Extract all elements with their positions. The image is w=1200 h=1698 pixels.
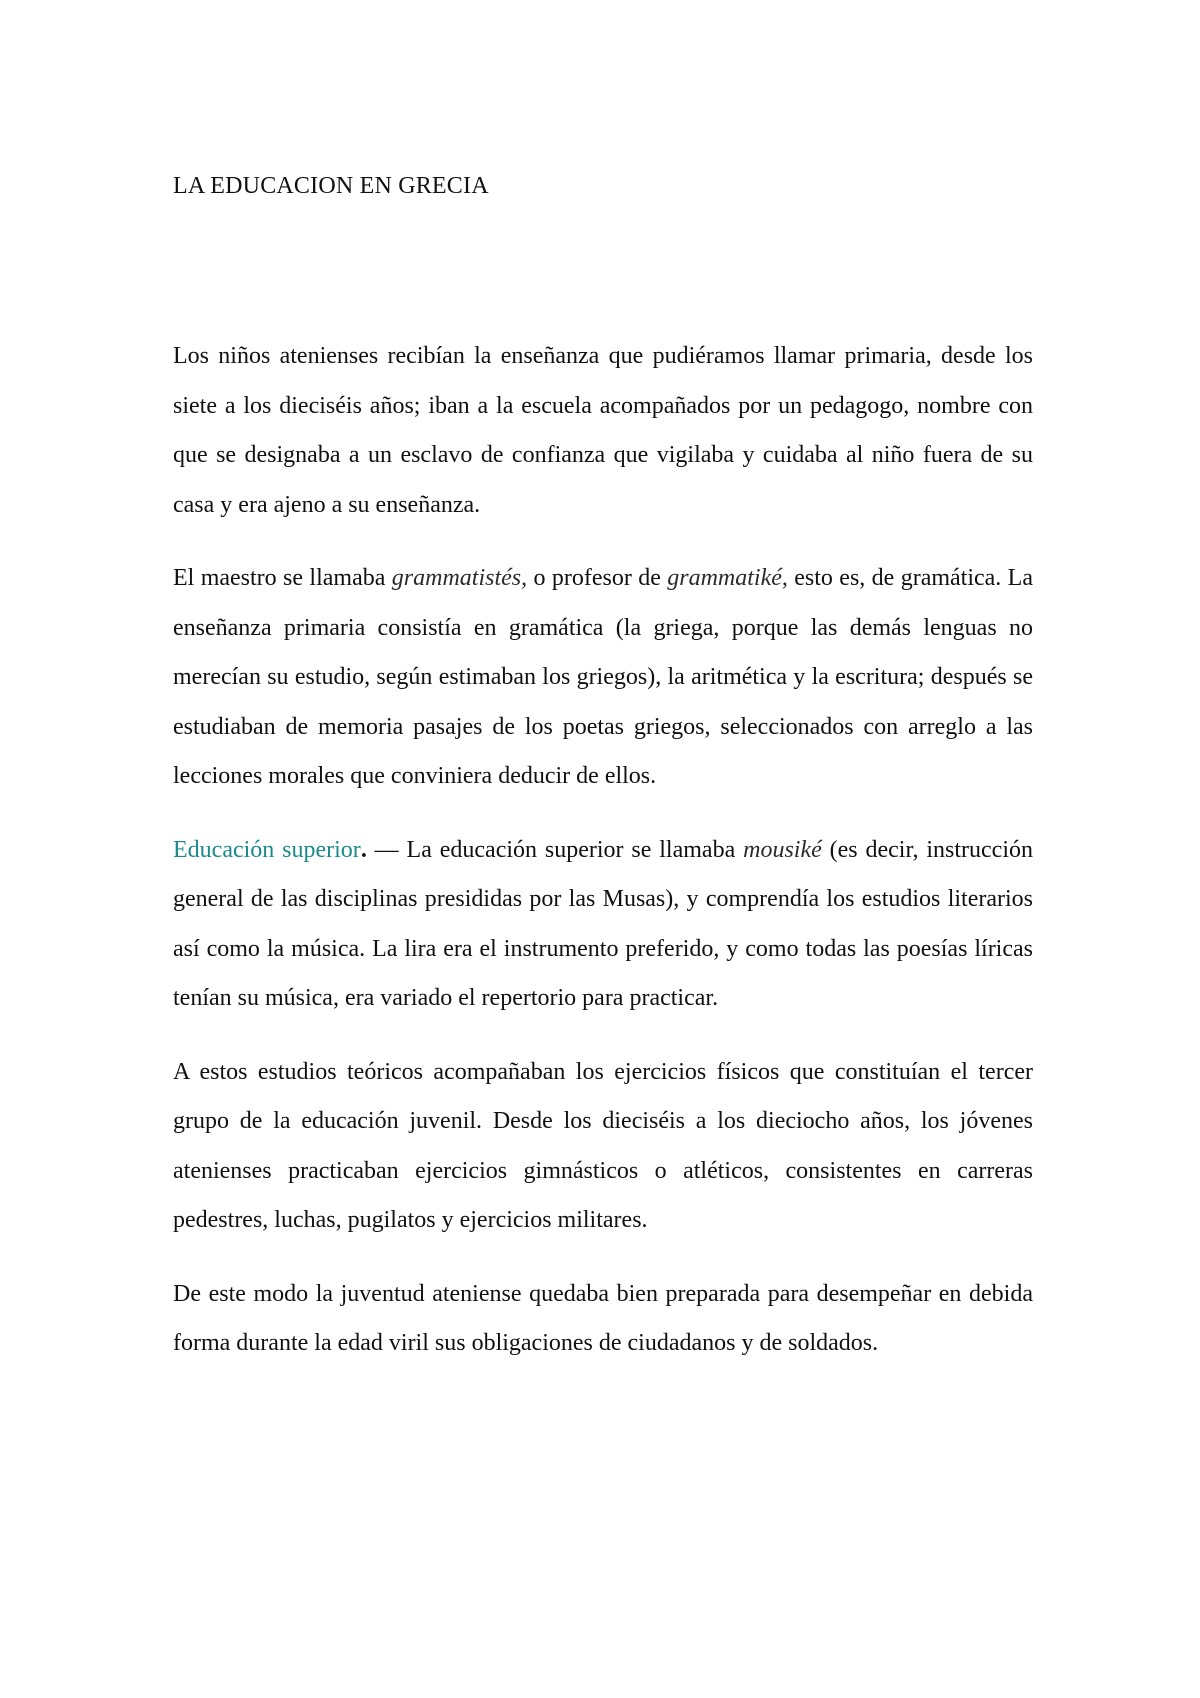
paragraph-text: — La educación superior se llamaba	[366, 836, 744, 863]
term-mousike: mousiké	[743, 836, 822, 863]
term-grammatistes: grammatistés,	[391, 565, 528, 591]
paragraph-primary-education: Los niños atenienses recibían la enseñanza que pudiéramos llamar primaria, desde los siete a los dieciséis años; iban a la escuela acompañados por un pedagogo, nombre con que se designaba a un esclavo de confianza que vigilaba y cuidaba al niño fuera de su casa y era ajeno a su enseñanza.	[173, 343, 1033, 518]
paragraph-text: esto es, de gramática. La enseñanza primaria consistía en gramática (la griega, porque las demás lenguas no merecían su estudio, según estimaban los griegos), la aritmética y la escritura; después se estudiaban de memoria pasajes de los poetas griegos, seleccionados con arreglo a las lecciones morales que conviniera deducir de ellos.	[173, 565, 1033, 789]
paragraph-text: o profesor de	[527, 565, 668, 591]
document-body	[173, 170, 1033, 1369]
paragraph-conclusion: De este modo la juventud ateniense quedaba bien preparada para desempeñar en debida forma durante la edad viril sus obligaciones de ciudadanos y de soldados.	[173, 1280, 1033, 1356]
heading-period: .	[360, 836, 367, 863]
document-title: LA EDUCACION EN GRECIA	[173, 173, 489, 199]
paragraph-text: (es decir, instrucción general de las disciplinas presididas por las Musas), y comprendía los estudios literarios así como la música. La lira era el instrumento preferido, y como todas las poesías líricas tenían su música, era variado el repertorio para practicar.	[173, 836, 1034, 1011]
paragraph-text: El maestro se llamaba	[173, 565, 392, 591]
term-grammatike: grammatiké,	[667, 565, 788, 591]
paragraph-physical-exercise: A estos estudios teóricos acompañaban los ejercicios físicos que constituían el tercer grupo de la educación juvenil. Desde los dieciséis a los dieciocho años, los jóvenes atenienses practicaban ejercicios gimnásticos o atléticos, consistentes en carreras pedestres, luchas, pugilatos y ejercicios militares.	[173, 1058, 1033, 1233]
paragraph-higher-education	[173, 826, 1033, 1024]
paragraph-grammar-teacher	[173, 554, 1033, 802]
section-heading-link[interactable]: Educación superior	[173, 836, 361, 863]
